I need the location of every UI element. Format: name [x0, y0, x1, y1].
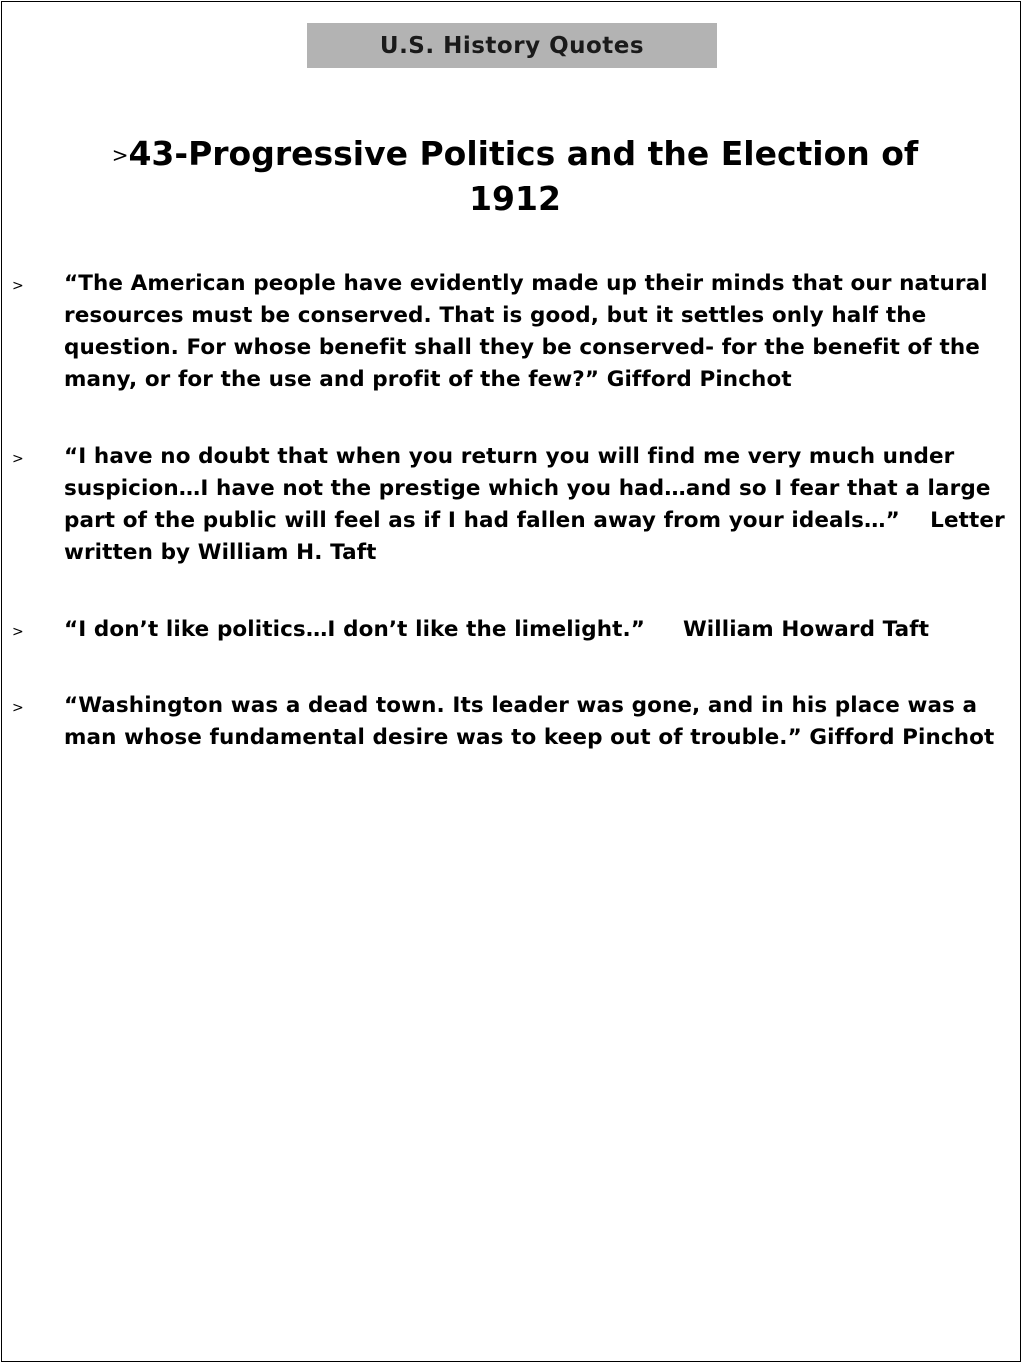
quote-attribution: William Howard Taft: [682, 617, 930, 642]
quote-item-4: [0, 690, 1022, 754]
quote-attribution: Gifford Pinchot: [606, 367, 792, 392]
slide-title: [90, 132, 940, 221]
title-bullet-icon: >: [111, 143, 129, 167]
quote-list: [0, 268, 1022, 799]
bullet-icon: >: [12, 624, 24, 640]
header-banner: [307, 23, 717, 68]
bullet-icon: >: [12, 451, 24, 467]
quote-text: “Washington was a dead town. Its leader was gone, and in his place was a man whose fundamental desire was to keep out of trouble.”: [64, 693, 978, 750]
quote-text: “I have no doubt that when you return you will find me very much under suspicion…I have not the prestige which you had…and so I fear that a large part of the public will feel as if I had fallen away from your ideals…”: [64, 444, 991, 533]
quote-text: “The American people have evidently made up their minds that our natural resources must be conserved. That is good, but it settles only half the question. For whose benefit shall they be conserved- for the benefit of the many, or for the use and profit of the few?”: [64, 271, 988, 392]
bullet-icon: >: [12, 278, 24, 294]
quote-item-3: [0, 614, 1022, 646]
quote-attribution: Gifford Pinchot: [809, 725, 995, 750]
quote-item-1: [0, 268, 1022, 396]
slide-title-text: 43-Progressive Politics and the Election of 1912: [128, 134, 919, 218]
quote-attribution: Letter written by William H. Taft: [64, 508, 1005, 565]
quote-text: “I don’t like politics…I don’t like the limelight.”: [64, 617, 646, 642]
header-title: U.S. History Quotes: [379, 32, 645, 59]
quote-item-2: [0, 441, 1022, 569]
bullet-icon: >: [12, 700, 24, 716]
